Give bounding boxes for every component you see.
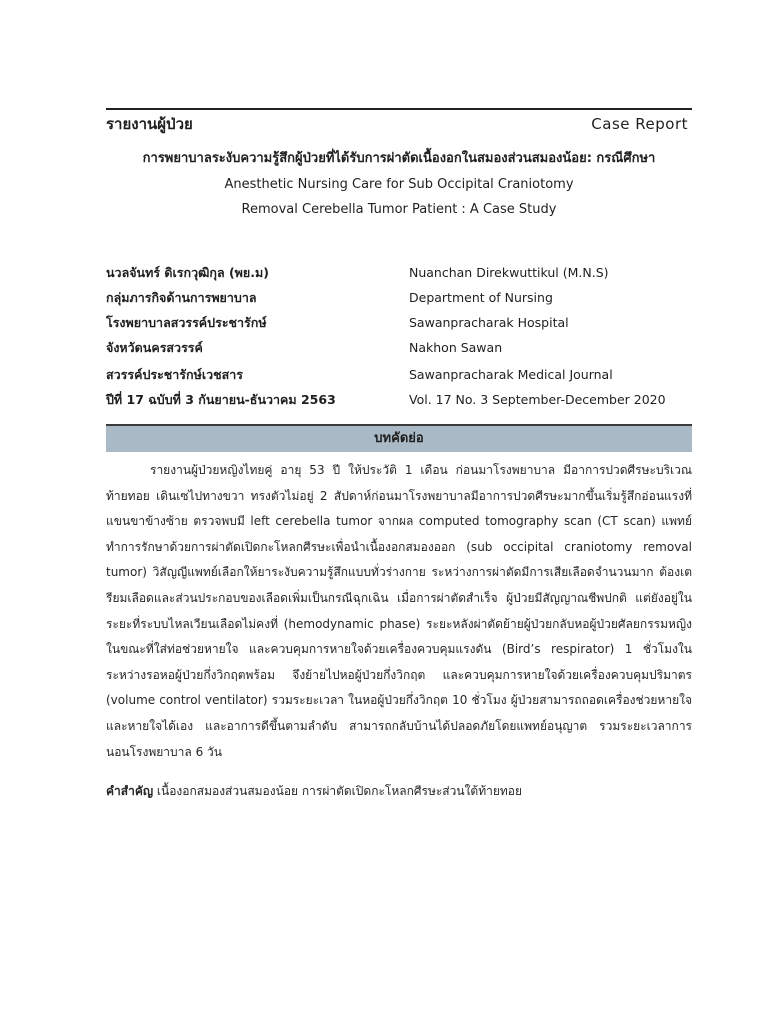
report-type-en: Case Report xyxy=(591,115,688,133)
department-thai: กลุ่มภารกิจด้านการพยาบาล xyxy=(106,290,257,305)
keywords-label: คำสำคัญ xyxy=(106,784,154,798)
hospital-thai: โรงพยาบาลสวรรค์ประชารักษ์ xyxy=(106,315,267,330)
article-title xyxy=(106,150,692,219)
journal-name-thai: สวรรค์ประชารักษ์เวชสาร xyxy=(106,367,243,382)
title-en-line2: Removal Cerebella Tumor Patient : A Case Study xyxy=(241,202,557,217)
department-en: Department of Nursing xyxy=(409,290,553,305)
title-thai: การพยาบาลระงับความรู้สึกผู้ป่วยที่ได้รับการผ่าตัดเนื้องอกในสมองส่วนสมองน้อย: กรณีศึกษา xyxy=(142,151,656,166)
author-name-thai: นวลจันทร์ ดิเรกวุฒิกุล (พย.ม) xyxy=(106,265,269,280)
author-name-en: Nuanchan Direkwuttikul (M.N.S) xyxy=(409,265,609,280)
province-en: Nakhon Sawan xyxy=(409,340,503,355)
abstract-heading-bar xyxy=(106,424,692,452)
abstract-heading: บทคัดย่อ xyxy=(374,431,424,446)
keywords xyxy=(106,779,692,803)
journal-info-en xyxy=(409,366,709,416)
keywords-text: เนื้องอกสมองส่วนสมองน้อย การผ่าตัดเปิดกะโหลกศีรษะส่วนใต้ท้ายทอย xyxy=(153,784,523,798)
journal-issue-en: Vol. 17 No. 3 September-December 2020 xyxy=(409,392,666,407)
report-type-thai: รายงานผู้ป่วย xyxy=(106,115,193,133)
province-thai: จังหวัดนครสวรรค์ xyxy=(106,340,203,355)
journal-issue-thai: ปีที่ 17 ฉบับที่ 3 กันยายน-ธันวาคม 2563 xyxy=(106,392,336,407)
report-header xyxy=(106,113,692,139)
title-en-line1: Anesthetic Nursing Care for Sub Occipital Craniotomy xyxy=(224,177,574,192)
author-info-en xyxy=(409,264,709,364)
abstract-body: รายงานผู้ป่วยหญิงไทยคู่ อายุ 53 ปี ให้ประวัติ 1 เดือน ก่อนมาโรงพยาบาล มีอาการปวดศีรษะบริเวณท้ายทอย เดินเซไปทางขวา ทรงตัวไม่อยู่ 2 สัปดาห์ก่อนมาโรงพยาบาลมีอาการปวดศีรษะมากขึ้นเริ่มรู้สึกอ่อนแรงที่แขนขาข้างซ้าย ตรวจพบมี left cerebella tumor จากผล computed tomography scan (CT scan) แพทย์ทำการรักษาด้วยการผ่าตัดเปิดกะโหลกศีรษะเพื่อนำเนื้องอกสมองออก (sub occipital craniotomy removal tumor) วิสัญญีแพทย์เลือกให้ยาระงับความรู้สึกแบบทั่วร่างกาย ระหว่างการผ่าตัดมีการเสียเลือดจำนวนมาก ต้องเตรียมเลือดและส่วนประกอบของเลือดเพิ่มเป็นกรณีฉุกเฉิน เมื่อการผ่าตัดสำเร็จ ผู้ป่วยมีสัญญาณชีพปกติ แต่ยังอยู่ในระยะที่ระบบไหลเวียนเลือดไม่คงที่ (hemodynamic phase) ระยะหลังผ่าตัดย้ายผู้ป่วยกลับหอผู้ป่วยศัลยกรรมหญิง ในขณะที่ใส่ท่อช่วยหายใจ และควบคุมการหายใจด้วยเครื่องควบคุมแรงดัน (Bird’s respirator) 1 ชั่วโมงในระหว่างรอหอผู้ป่วยกึ่งวิกฤตพร้อม จึงย้ายไปหอผู้ป่วยกึ่งวิกฤต และควบคุมการหายใจด้วยเครื่องควบคุมปริมาตร (volume control ventilator) รวมระยะเวลา ในหอผู้ป่วยกึ่งวิกฤต 10 ชั่วโมง ผู้ป่วยสามารถถอดเครื่องช่วยหายใจและหายใจได้เอง และอาการดีขึ้นตามลำดับ สามารถกลับบ้านได้ปลอดภัยโดยแพทย์อนุญาต รวมระยะเวลาการนอนโรงพยาบาล 6 วัน xyxy=(106,463,692,759)
top-rule xyxy=(106,108,692,110)
journal-info-thai xyxy=(106,366,406,416)
hospital-en: Sawanpracharak Hospital xyxy=(409,315,569,330)
journal-name-en: Sawanpracharak Medical Journal xyxy=(409,367,613,382)
author-info-thai xyxy=(106,264,406,364)
